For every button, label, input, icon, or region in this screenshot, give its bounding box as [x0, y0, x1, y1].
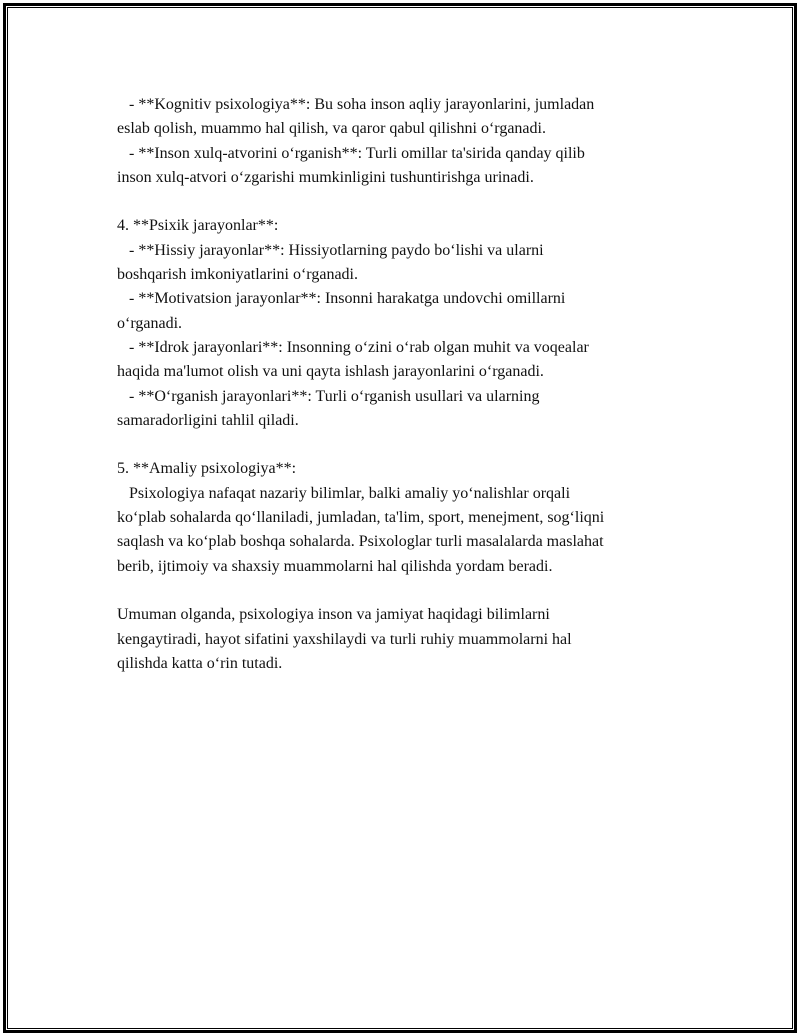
blank-line: [117, 579, 697, 603]
text-line: inson xulq-atvori o‘zgarishi mumkinligini tushuntirishga urinadi.: [117, 168, 534, 186]
text-line: Umuman olganda, psixologiya inson va jamiyat haqidagi bilimlarni: [117, 606, 550, 624]
text-line: kengaytiradi, hayot sifatini yaxshilaydi va turli ruhiy muammolarni hal: [117, 630, 572, 648]
text-line: - **Inson xulq-atvorini o‘rganish**: Turli omillar ta'sirida qanday qilib: [117, 144, 585, 162]
text-line: ko‘plab sohalarda qo‘llaniladi, jumladan, ta'lim, sport, menejment, sog‘liqni: [117, 509, 605, 527]
text-line: - **Kognitiv psixologiya**: Bu soha inson aqliy jarayonlarini, jumladan: [117, 96, 595, 113]
document-body: [117, 93, 697, 676]
text-line: - **Idrok jarayonlari**: Insonning o‘zini o‘rab olgan muhit va voqealar: [117, 338, 589, 356]
text-line: - **O‘rganish jarayonlari**: Turli o‘rganish usullari va ularning: [117, 387, 540, 405]
blank-line: [117, 190, 697, 214]
section-heading: 5. **Amaliy psixologiya**:: [117, 460, 297, 478]
text-line: haqida ma'lumot olish va uni qayta ishlash jarayonlarini o‘rganadi.: [117, 363, 544, 381]
text-line: samaradorligini tahlil qiladi.: [117, 411, 299, 429]
text-line: saqlash va ko‘plab boshqa sohalarda. Psixologlar turli masalalarda maslahat: [117, 533, 604, 551]
text-line: berib, ijtimoiy va shaxsiy muammolarni hal qilishda yordam beradi.: [117, 557, 553, 575]
text-line: boshqarish imkoniyatlarini o‘rganadi.: [117, 266, 358, 284]
text-line: - **Motivatsion jarayonlar**: Insonni harakatga undovchi omillarni: [117, 290, 566, 308]
text-line: qilishda katta o‘rin tutadi.: [117, 654, 283, 672]
text-line: Psixologiya nafaqat nazariy bilimlar, balki amaliy yo‘nalishlar orqali: [117, 484, 571, 502]
text-line: - **Hissiy jarayonlar**: Hissiyotlarning paydo bo‘lishi va ularni: [117, 241, 544, 259]
text-line: eslab qolish, muammo hal qilish, va qaror qabul qilishni o‘rganadi.: [117, 120, 546, 138]
section-heading: 4. **Psixik jarayonlar**:: [117, 217, 279, 235]
text-line: o‘rganadi.: [117, 314, 183, 332]
blank-line: [117, 433, 697, 457]
